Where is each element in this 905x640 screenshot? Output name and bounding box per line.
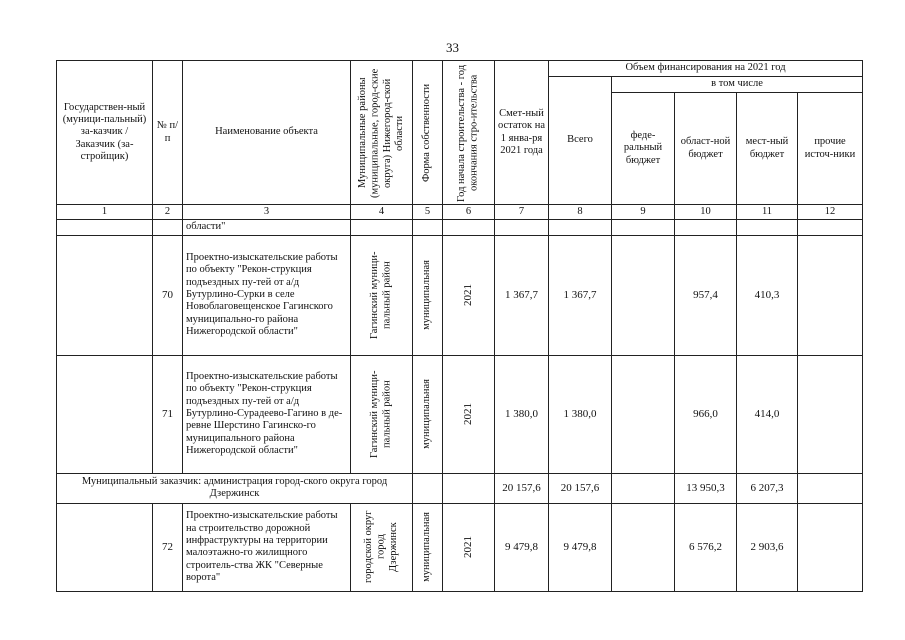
header-other: прочие источ-ники [798, 93, 863, 205]
column-number: 6 [443, 205, 495, 220]
row-number: 72 [153, 503, 183, 591]
regional-cell: 6 576,2 [675, 503, 737, 591]
continuation-text: области" [183, 220, 351, 235]
object-name: Проектно-изыскательские работы по объекту "Рекон-струкция подъездных пу-тей от а/д Бутурлино-Сурки в селе Новоблаговещенское Гагинского муниципально-го района Нижегородской области" [183, 235, 351, 355]
header-num: № п/п [153, 61, 183, 205]
year-cell: 2021 [443, 355, 495, 473]
row-number: 70 [153, 235, 183, 355]
header-name: Наименование объекта [183, 61, 351, 205]
other-cell [798, 235, 863, 355]
local-cell: 2 903,6 [737, 503, 798, 591]
estimate-cell: 1 380,0 [495, 355, 549, 473]
column-number: 1 [57, 205, 153, 220]
subtotal-label: Муниципальный заказчик: администрация город-ского округа город Дзержинск [57, 473, 413, 503]
total-cell: 9 479,8 [549, 503, 612, 591]
regional-cell: 966,0 [675, 355, 737, 473]
ownership-cell: муниципальная [413, 355, 443, 473]
header-regional: област-ной бюджет [675, 93, 737, 205]
header-total: Всего [549, 77, 612, 205]
object-name: Проектно-изыскательские работы по объекту "Рекон-струкция подъездных пу-тей от а/д Бутурлино-Сурадеево-Гагино в де-ревне Шерстино Гагинско-го муниципального района Нижегородской области" [183, 355, 351, 473]
subtotal-total: 20 157,6 [549, 473, 612, 503]
ownership-cell: муниципальная [413, 235, 443, 355]
other-cell [798, 355, 863, 473]
federal-cell [612, 235, 675, 355]
subtotal-estimate: 20 157,6 [495, 473, 549, 503]
district-cell: Гагинский муници-пальный район [351, 235, 413, 355]
year-cell: 2021 [443, 235, 495, 355]
subtotal-row [57, 473, 863, 503]
column-number: 3 [183, 205, 351, 220]
year-cell: 2021 [443, 503, 495, 591]
page-number: 33 [446, 40, 459, 55]
column-number: 10 [675, 205, 737, 220]
estimate-cell: 1 367,7 [495, 235, 549, 355]
column-number: 9 [612, 205, 675, 220]
subtotal-federal [612, 473, 675, 503]
column-numbers-row [57, 205, 863, 220]
other-cell [798, 503, 863, 591]
column-number: 2 [153, 205, 183, 220]
table-row [57, 355, 863, 473]
continuation-row [57, 220, 863, 235]
subtotal-local: 6 207,3 [737, 473, 798, 503]
header-customer: Государствен-ный (муници-пальный) за-казчик / Заказчик (за-стройщик) [57, 61, 153, 205]
object-name: Проектно-изыскательские работы на строительство дорожной инфраструктуры на территории малоэтажно-го жилищного строитель-ства ЖК "Северные ворота" [183, 503, 351, 591]
local-cell: 410,3 [737, 235, 798, 355]
total-cell: 1 367,7 [549, 235, 612, 355]
header-ownership: Форма собственности [413, 61, 443, 205]
regional-cell: 957,4 [675, 235, 737, 355]
district-cell: Гагинский муници-пальный район [351, 355, 413, 473]
column-number: 7 [495, 205, 549, 220]
district-cell: городской округ город Дзержинск [351, 503, 413, 591]
column-number: 11 [737, 205, 798, 220]
header-including: в том числе [612, 77, 863, 93]
ownership-cell: муниципальная [413, 503, 443, 591]
header-estimate: Смет-ный остаток на 1 янва-ря 2021 года [495, 61, 549, 205]
total-cell: 1 380,0 [549, 355, 612, 473]
federal-cell [612, 355, 675, 473]
column-number: 12 [798, 205, 863, 220]
table-row [57, 503, 863, 591]
column-number: 8 [549, 205, 612, 220]
local-cell: 414,0 [737, 355, 798, 473]
subtotal-other [798, 473, 863, 503]
header-years: Год начала строительства - год окончания стро-ительства [443, 61, 495, 205]
header-financing: Объем финансирования на 2021 год [549, 61, 863, 77]
header-district: Муниципальные районы (муниципальные, город-ские округа) Нижегород-ской области [351, 61, 413, 205]
header-federal: феде-ральный бюджет [612, 93, 675, 205]
column-number: 4 [351, 205, 413, 220]
subtotal-regional: 13 950,3 [675, 473, 737, 503]
estimate-cell: 9 479,8 [495, 503, 549, 591]
table-row [57, 235, 863, 355]
financing-table [56, 60, 863, 592]
header-local: мест-ный бюджет [737, 93, 798, 205]
column-number: 5 [413, 205, 443, 220]
federal-cell [612, 503, 675, 591]
row-number: 71 [153, 355, 183, 473]
